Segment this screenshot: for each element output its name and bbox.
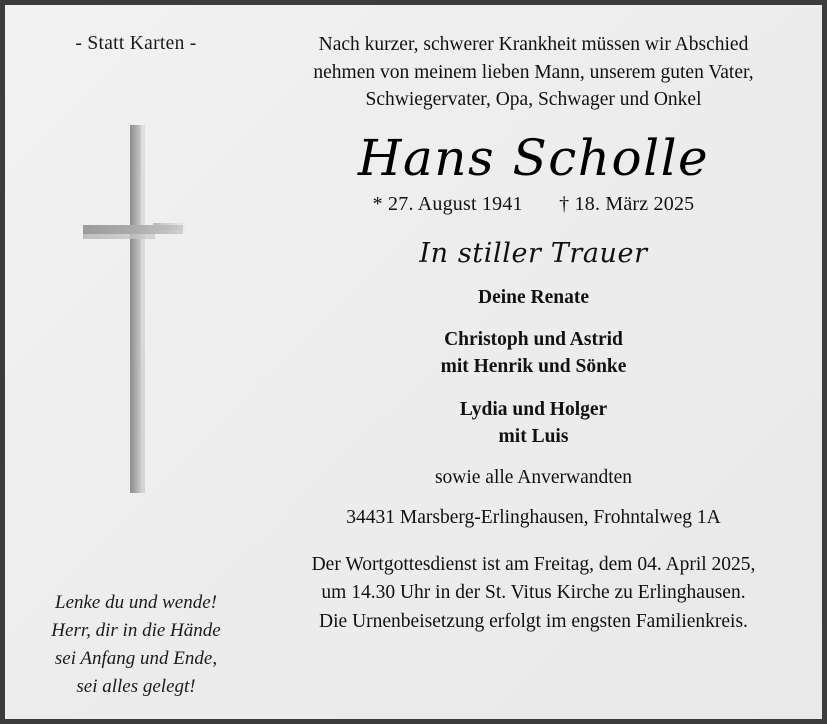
right-column (267, 5, 822, 719)
verse-line: Herr, dir in die Hände (51, 619, 221, 641)
intro-line: nehmen von meinem lieben Mann, unserem guten Vater, (313, 61, 754, 83)
address-line: 34431 Marsberg-Erlinghausen, Frohntalweg 1A (346, 507, 721, 529)
family-line: mit Luis (498, 426, 569, 448)
verse-line: sei alles gelegt! (76, 675, 196, 697)
family-group (271, 285, 796, 312)
relatives-line: sowie alle Anverwandten (434, 467, 633, 489)
birth-date: * 27. August 1941 (372, 192, 523, 215)
family-line: Lydia und Holger (459, 399, 608, 421)
family-line: Christoph und Astrid (444, 329, 623, 351)
verse-block (5, 589, 267, 701)
family-group (271, 397, 796, 451)
life-dates (271, 193, 796, 216)
family-list (271, 285, 796, 452)
family-line: mit Henrik und Sönke (440, 356, 627, 378)
verse-line: sei Anfang und Ende, (54, 647, 218, 669)
verse-line: Lenke du und wende! (55, 591, 217, 613)
service-details (271, 551, 796, 636)
family-group (271, 327, 796, 381)
cross-icon (5, 105, 267, 505)
left-column (5, 5, 267, 719)
family-line: Deine Renate (477, 286, 589, 308)
intro-line: Nach kurzer, schwerer Krankheit müssen wir Abschied (318, 34, 749, 55)
mourning-line: In stiller Trauer (419, 237, 648, 269)
statt-karten-note: - Statt Karten - (75, 33, 197, 54)
deceased-name: Hans Scholle (357, 129, 710, 188)
service-line: Die Urnenbeisetzung erfolgt im engsten Familienkreis. (319, 610, 748, 632)
intro-text (271, 31, 796, 114)
death-date: † 18. März 2025 (559, 192, 695, 215)
service-line: um 14.30 Uhr in der St. Vitus Kirche zu Erlinghausen. (321, 582, 746, 604)
service-line: Der Wortgottesdienst ist am Freitag, dem 04. April 2025, (311, 554, 756, 576)
intro-line: Schwiegervater, Opa, Schwager und Onkel (365, 89, 702, 111)
